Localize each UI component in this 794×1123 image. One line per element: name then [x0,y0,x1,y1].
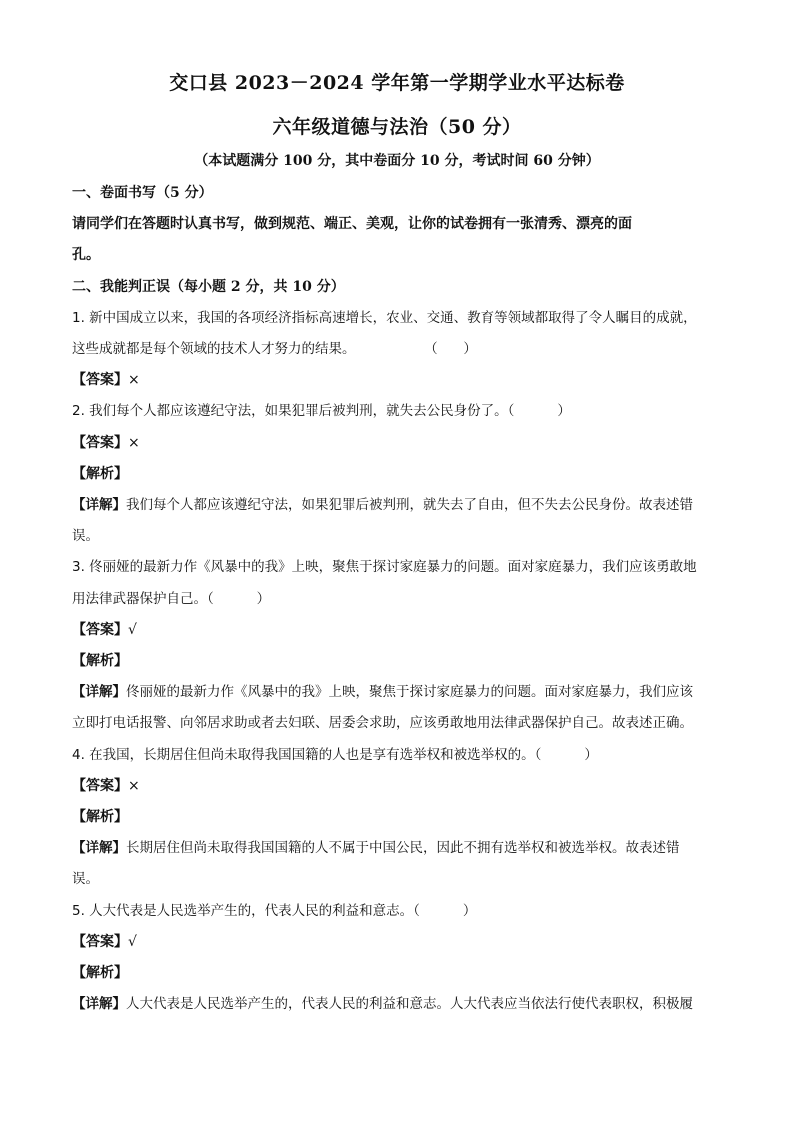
detail-3-line2: 立即打电话报警、向邻居求助或者去妇联、居委会求助，应该勇敢地用法律武器保护自己。故表述正确。 [72,715,693,732]
question-4-line1: 4. 在我国，长期居住但尚未取得我国国籍的人也是享有选举权和被选举权的。（ ） [72,746,598,763]
answer-label: 【答案】 [72,372,128,389]
detail-4-line1 [72,833,724,864]
detail-4-text: 长期居住但尚未取得我国国籍的人不属于中国公民，因此不拥有选举权和被选举权。故表述错 [126,840,680,857]
answer-5 [72,927,724,958]
answer-1 [72,365,724,396]
detail-5-text: 人大代表是人民选举产生的，代表人民的利益和意志。人大代表应当依法行使代表职权，积极履 [126,996,693,1013]
question-5-line1: 5. 人大代表是人民选举产生的，代表人民的利益和意志。（ ） [72,902,477,919]
answer-label: 【答案】 [72,933,128,950]
detail-3-line1 [72,677,724,708]
detail-5-line1 [72,989,724,1020]
answer-4 [72,771,724,802]
exam-body [72,178,724,1020]
question-2-line1: 2. 我们每个人都应该遵纪守法，如果犯罪后被判刑，就失去公民身份了。（ ） [72,403,571,420]
exam-title: 交口县 2023－2024 学年第一学期学业水平达标卷 [169,72,625,94]
section2-heading: 二、我能判正误（每小题 2 分，共 10 分） [72,278,345,295]
analysis-label-3: 【解析】 [72,653,128,670]
answer-3 [72,615,724,646]
detail-label: 【详解】 [72,684,126,701]
detail-2-text: 我们每个人都应该遵纪守法，如果犯罪后被判刑，就失去了自由，但不失去公民身份。故表述错 [126,497,693,514]
question-1-line1: 1. 新中国成立以来，我国的各项经济指标高速增长，农业、交通、教育等领域都取得了令人瞩目的成就， [72,309,697,326]
answer-1-mark: × [128,372,140,389]
detail-4-line2: 误。 [72,871,99,888]
detail-label: 【详解】 [72,840,126,857]
answer-3-mark: √ [128,621,137,638]
section1-text-line2: 孔。 [72,247,100,264]
answer-2-mark: × [128,434,140,451]
detail-2-line1 [72,490,724,521]
detail-3-text: 佟丽娅的最新力作《风暴中的我》上映，聚焦于探讨家庭暴力的问题。面对家庭暴力，我们应该 [126,684,693,701]
answer-label: 【答案】 [72,777,128,794]
detail-2-line2: 误。 [72,528,99,545]
answer-2 [72,428,724,459]
answer-label: 【答案】 [72,621,128,638]
question-3-line1: 3. 佟丽娅的最新力作《风暴中的我》上映，聚焦于探讨家庭暴力的问题。面对家庭暴力，我们应该勇敢地 [72,559,697,576]
analysis-label-2: 【解析】 [72,465,128,482]
exam-subject: 六年级道德与法治（50 分） [272,116,522,138]
section1-text-line1: 请同学们在答题时认真书写，做到规范、端正、美观，让你的试卷拥有一张清秀、漂亮的面 [72,216,632,233]
answer-5-mark: √ [128,933,137,950]
answer-label: 【答案】 [72,434,128,451]
detail-label: 【详解】 [72,996,126,1013]
analysis-label-4: 【解析】 [72,809,128,826]
detail-label: 【详解】 [72,497,126,514]
section1-heading: 一、卷面书写（5 分） [72,185,213,201]
question-1-line2: 这些成就都是每个领域的技术人才努力的结果。 （ ） [72,341,477,358]
answer-4-mark: × [128,777,140,794]
analysis-label-5: 【解析】 [72,965,128,982]
question-3-line2: 用法律武器保护自己。（ ） [72,590,271,607]
exam-note: （本试题满分 100 分，其中卷面分 10 分，考试时间 60 分钟） [194,153,600,169]
